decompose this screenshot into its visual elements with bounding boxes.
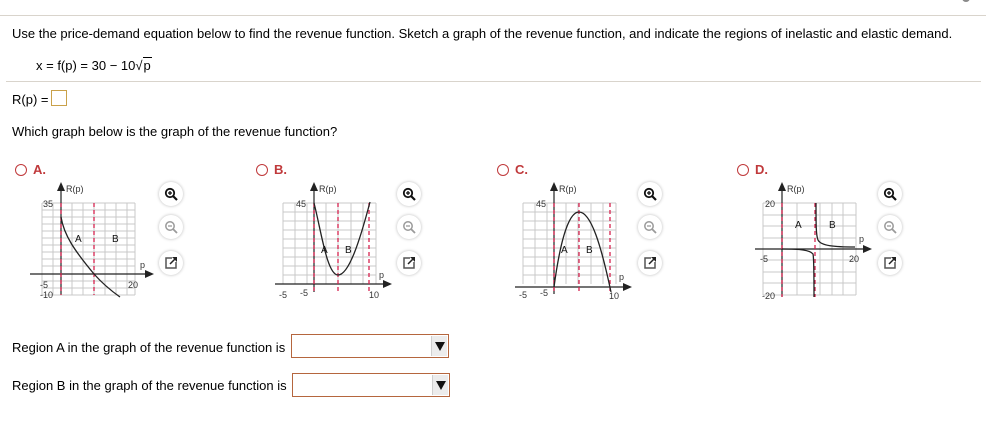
popout-icon	[402, 256, 416, 270]
svg-text:20: 20	[765, 199, 776, 209]
option-a-radio[interactable]	[15, 164, 27, 176]
revenue-answer-input[interactable]	[51, 90, 67, 106]
svg-text:A: A	[795, 220, 802, 231]
svg-text:10: 10	[609, 291, 620, 300]
svg-text:p: p	[859, 234, 865, 244]
svg-text:R(p): R(p)	[559, 184, 577, 194]
zoom-in-icon	[883, 187, 897, 201]
option-d-popout-button[interactable]	[878, 251, 902, 275]
revenue-label: R(p) =	[12, 92, 49, 107]
svg-text:20: 20	[849, 254, 860, 264]
svg-text:A: A	[321, 245, 328, 256]
svg-text:R(p): R(p)	[319, 184, 337, 194]
option-d-graph	[755, 180, 880, 300]
svg-text:35: 35	[43, 199, 54, 209]
svg-text:-20: -20	[762, 291, 776, 300]
option-c-radio[interactable]	[497, 164, 509, 176]
popout-icon	[883, 256, 897, 270]
option-d-zoom-in-button[interactable]	[878, 182, 902, 206]
svg-text:-5: -5	[540, 288, 549, 298]
zoom-out-icon	[402, 220, 416, 234]
svg-text:10: 10	[369, 290, 380, 300]
demand-equation	[36, 58, 152, 73]
option-c-graph	[515, 180, 640, 300]
region-a-select[interactable]	[291, 334, 449, 358]
svg-text:A: A	[561, 245, 568, 256]
zoom-in-icon	[164, 187, 178, 201]
option-b-zoom-out-button[interactable]	[397, 215, 421, 239]
svg-text:-5: -5	[279, 290, 288, 300]
option-c-label: C.	[515, 162, 528, 177]
svg-text:R(p): R(p)	[787, 184, 805, 194]
radical-sign: √	[135, 58, 143, 73]
option-b-popout-button[interactable]	[397, 251, 421, 275]
zoom-in-icon	[643, 187, 657, 201]
option-c-popout-button[interactable]	[638, 251, 662, 275]
svg-text:B: B	[829, 220, 836, 231]
svg-text:A: A	[75, 234, 82, 245]
region-b-select[interactable]	[292, 373, 450, 397]
option-b-graph	[275, 180, 400, 300]
svg-text:B: B	[345, 245, 352, 256]
top-divider	[0, 15, 986, 16]
equation-radicand: p	[143, 58, 151, 73]
instruction-text: Use the price-demand equation below to find the revenue function. Sketch a graph of the revenue function, and indicate the regions of inelastic and elastic demand.	[12, 26, 953, 41]
svg-text:-5: -5	[40, 280, 49, 290]
option-d-zoom-out-button[interactable]	[878, 215, 902, 239]
option-a-graph	[30, 180, 155, 300]
region-a-label: Region A in the graph of the revenue function is	[12, 340, 286, 355]
zoom-in-icon	[402, 187, 416, 201]
option-c-zoom-out-button[interactable]	[638, 215, 662, 239]
option-d-label: D.	[755, 162, 768, 177]
option-b-zoom-in-button[interactable]	[397, 182, 421, 206]
region-b-label: Region B in the graph of the revenue function is	[12, 378, 287, 393]
svg-text:20: 20	[128, 280, 139, 290]
svg-text:B: B	[586, 245, 593, 256]
svg-text:-5: -5	[300, 288, 309, 298]
option-b-radio[interactable]	[256, 164, 268, 176]
equation-prefix: x = f(p) = 30 − 10	[36, 58, 136, 73]
zoom-out-icon	[883, 220, 897, 234]
svg-text:-5: -5	[519, 290, 528, 300]
svg-text:-5: -5	[760, 254, 769, 264]
svg-text:45: 45	[536, 199, 547, 209]
zoom-out-icon	[164, 220, 178, 234]
svg-text:-10: -10	[40, 290, 54, 300]
chevron-down-icon[interactable]	[432, 375, 448, 395]
option-a-zoom-in-button[interactable]	[159, 182, 183, 206]
option-a-zoom-out-button[interactable]	[159, 215, 183, 239]
option-a-label: A.	[33, 162, 46, 177]
option-a-popout-button[interactable]	[159, 251, 183, 275]
option-b-label: B.	[274, 162, 287, 177]
zoom-out-icon	[643, 220, 657, 234]
svg-text:B: B	[112, 234, 119, 245]
settings-gear-icon[interactable]	[958, 0, 974, 4]
option-d-radio[interactable]	[737, 164, 749, 176]
svg-text:p: p	[379, 270, 385, 280]
svg-text:R(p): R(p)	[66, 184, 84, 194]
svg-text:p: p	[619, 272, 625, 282]
equation-divider	[6, 81, 981, 82]
svg-text:p: p	[140, 260, 146, 270]
chevron-down-icon[interactable]	[431, 336, 447, 356]
popout-icon	[643, 256, 657, 270]
graph-prompt: Which graph below is the graph of the revenue function?	[12, 124, 338, 139]
popout-icon	[164, 256, 178, 270]
svg-text:45: 45	[296, 199, 307, 209]
option-c-zoom-in-button[interactable]	[638, 182, 662, 206]
